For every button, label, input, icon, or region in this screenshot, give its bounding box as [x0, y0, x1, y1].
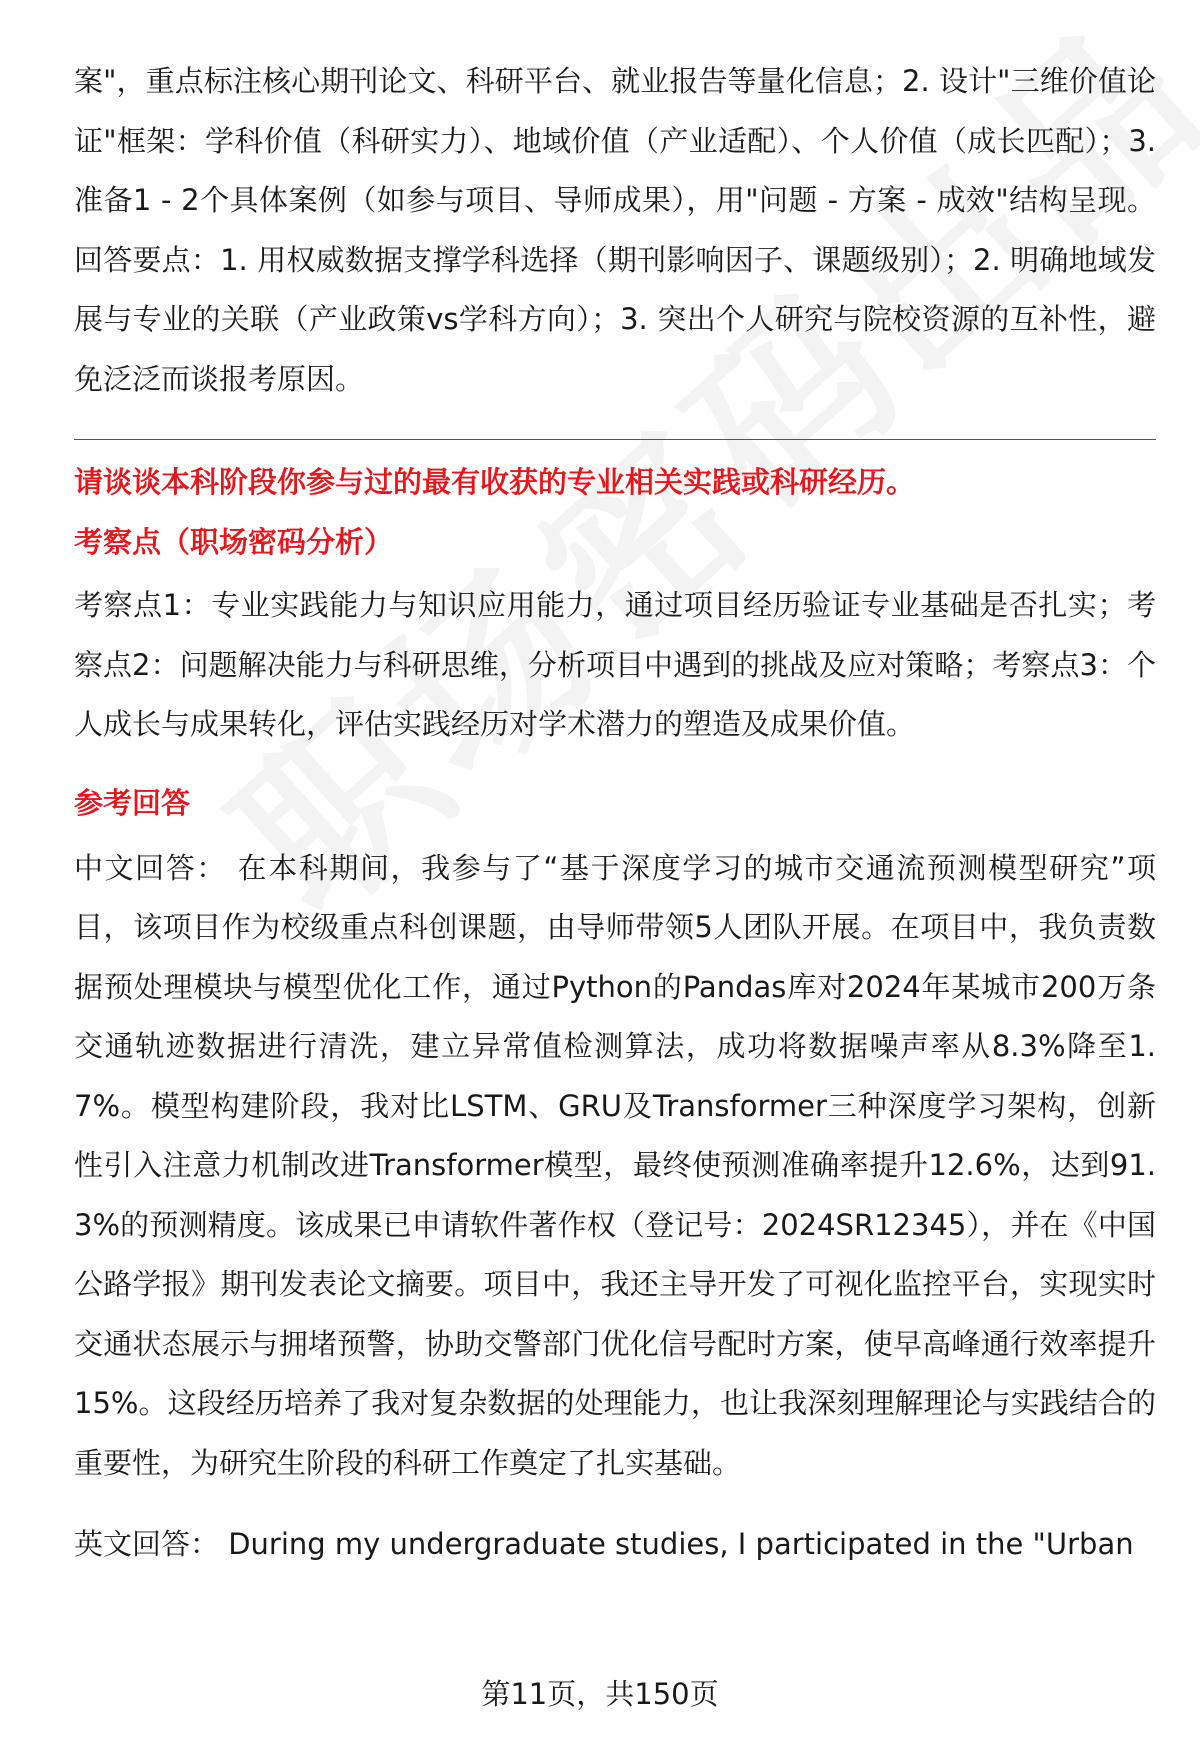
intro-paragraph: 案"，重点标注核心期刊论文、科研平台、就业报告等量化信息；2. 设计"三维价值论证"框架：学科价值（科研实力）、地域价值（产业适配）、个人价值（成长匹配）；3. 准备1 - 2个具体案例（如参与项目、导师成果），用"问题 - 方案 - 成效"结构呈现。回答要点：1. 用权威数据支撑学科选择（期刊影响因子、课题级别）；2. 明确地域发展与专业的关联（产业政策vs学科方向）；3. 突出个人研究与院校资源的互补性，避免泛泛而谈报考原因。	[74, 64, 1156, 396]
question-title: 请谈谈本科阶段你参与过的最有收获的专业相关实践或科研经历。	[74, 465, 916, 499]
focus-heading: 考察点（职场密码分析）	[74, 525, 394, 559]
answer-english: 英文回答： During my undergraduate studies, I participated in the "Urban	[74, 1527, 1134, 1561]
page-number: 第11页，共150页	[481, 1677, 719, 1711]
page-content	[74, 52, 1156, 1575]
answer-heading: 参考回答	[74, 785, 191, 820]
answer-chinese: 中文回答： 在本科期间，我参与了“基于深度学习的城市交通流预测模型研究”项目，该项目作为校级重点科创课题，由导师带领5人团队开展。在项目中，我负责数据预处理模块与模型优化工作，通过Python的Pandas库对2024年某城市200万条交通轨迹数据进行清洗，建立异常值检测算法，成功将数据噪声率从8.3%降至1.7%。模型构建阶段，我对比LSTM、GRU及Transformer三种深度学习架构，创新性引入注意力机制改进Transformer模型，最终使预测准确率提升12.6%，达到91.3%的预测精度。该成果已申请软件著作权（登记号：2024SR12345），并在《中国公路学报》期刊发表论文摘要。项目中，我还主导开发了可视化监控平台，实现实时交通状态展示与拥堵预警，协助交警部门优化信号配时方案，使早高峰通行效率提升15%。这段经历培养了我对复杂数据的处理能力，也让我深刻理解理论与实践结合的重要性，为研究生阶段的科研工作奠定了扎实基础。	[74, 850, 1156, 1480]
focus-text: 考察点1：专业实践能力与知识应用能力，通过项目经历验证专业基础是否扎实；考察点2：问题解决能力与科研思维，分析项目中遇到的挑战及应对策略；考察点3：个人成长与成果转化，评估实践经历对学术潜力的塑造及成果价值。	[74, 588, 1156, 741]
section-divider	[74, 439, 1156, 440]
